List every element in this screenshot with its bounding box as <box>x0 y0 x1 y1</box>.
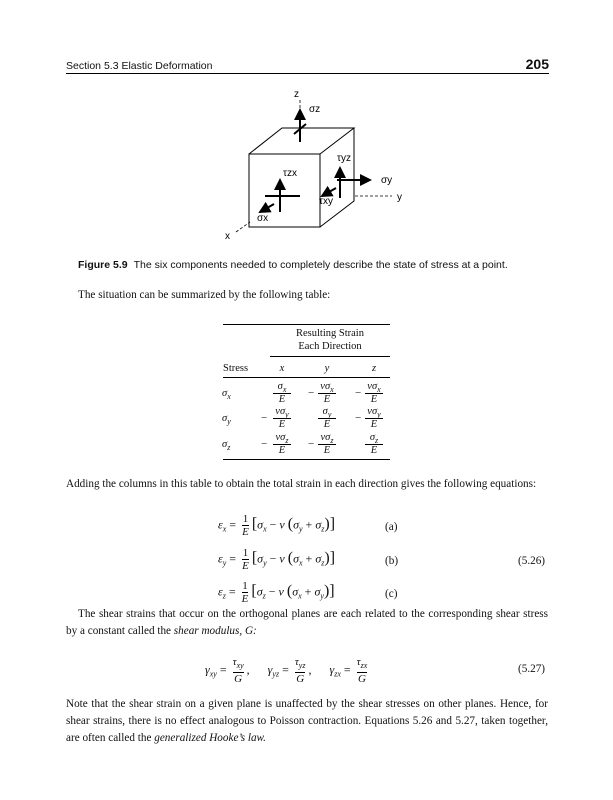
cell-y-sigma-z: $\nu\sigma_z$ E <box>307 432 347 457</box>
intro-paragraph: The situation can be summarized by the following table: <box>78 289 331 301</box>
right-face-stress <box>322 168 370 198</box>
row-stress-sigma-y: $\sigma_y$ <box>222 413 231 427</box>
label-sigma-y: σy <box>381 175 393 186</box>
label-tau-yz: τyz <box>337 153 351 164</box>
page-number: 205 <box>525 56 549 72</box>
eq-label-b: (b) <box>385 555 399 567</box>
label-z: z <box>294 89 299 100</box>
cell-z-sigma-y: $\nu\sigma_y$ E <box>354 406 394 431</box>
label-sigma-z: σz <box>309 104 321 115</box>
eq-label-c: (c) <box>385 588 398 600</box>
cell-x-sigma-y: $\nu\sigma_y$ E <box>262 406 302 431</box>
label-y: y <box>397 192 402 203</box>
row-stress-sigma-x: $\sigma_x$ <box>222 388 231 402</box>
table-col-z: z <box>371 363 377 374</box>
eq-label-a: (a) <box>385 521 398 533</box>
label-sigma-x: σx <box>257 213 269 224</box>
figure-caption <box>78 259 508 271</box>
section-title: Section 5.3 Elastic Deformation <box>66 60 213 72</box>
table-col-y: y <box>324 363 330 374</box>
equation-5-26b: $\varepsilon_y$ = $\frac{1}{E}$ [$\sigma_y - \nu$ $(\sigma_x + \sigma_z)$] <box>218 547 336 572</box>
x-axis <box>236 222 250 232</box>
table-group-header-2: Each Direction <box>298 341 362 352</box>
eq-number-5-26: (5.26) <box>518 555 546 567</box>
row-stress-sigma-z: $\sigma_z$ <box>222 439 231 453</box>
cell-x-sigma-z: $\nu\sigma_z$ E <box>262 432 302 457</box>
cell-z-sigma-x: $\nu\sigma_x$ E <box>354 381 394 406</box>
note-paragraph: Note that the shear strain on a given plane is unaffected by the shear stresses on other planes. Hence, for shear strains, there is no effect analogous to Poisson contraction. Equations 5.26 and 5.27, taken together, are often called the generalized Hooke’s law. <box>66 698 548 744</box>
cell-y-sigma-y: $\sigma_y$ E <box>307 406 347 431</box>
equation-5-26c: $\varepsilon_z$ = $\frac{1}{E}$ [$\sigma_z - \nu$ $(\sigma_x + \sigma_y)$] <box>218 580 335 605</box>
eq-number-5-27: (5.27) <box>518 663 546 675</box>
caption-label: Figure 5.9 <box>78 259 128 271</box>
label-tau-xy: τxy <box>319 196 333 207</box>
adding-paragraph: Adding the columns in this table to obtain the total strain in each direction gives the following equations: <box>66 478 537 490</box>
top-face-stress <box>294 110 306 142</box>
label-x: x <box>225 231 230 242</box>
label-tau-zx: τzx <box>283 168 297 179</box>
cell-x-sigma-x: $\sigma_x$ E <box>262 381 302 406</box>
table-group-header-1: Resulting Strain <box>296 328 364 339</box>
cell-z-sigma-z: $\sigma_z$ E <box>354 432 394 457</box>
table-col-x: x <box>279 363 285 374</box>
equation-5-27: $\gamma_{xy}$ = $\tau_{xy}$ G , $\gamma_{yz}$ = $\tau_{yz}$ G , $\gamma_{zx}$ = $\tau_{zx}$ G <box>205 656 368 686</box>
cell-y-sigma-x: $\nu\sigma_x$ E <box>307 381 347 406</box>
table-col-stress: Stress <box>223 363 249 374</box>
stress-cube-figure <box>0 0 613 260</box>
shear-paragraph: The shear strains that occur on the orthogonal planes are each related to the corresponding shear stress by a constant called the shear modulus, G: <box>66 608 548 637</box>
caption-text: The six components needed to completely describe the state of stress at a point. <box>133 259 508 271</box>
equation-5-26a: $\varepsilon_x$ = $\frac{1}{E}$ [$\sigma_x - \nu$ $(\sigma_y + \sigma_z)$] <box>218 513 336 538</box>
